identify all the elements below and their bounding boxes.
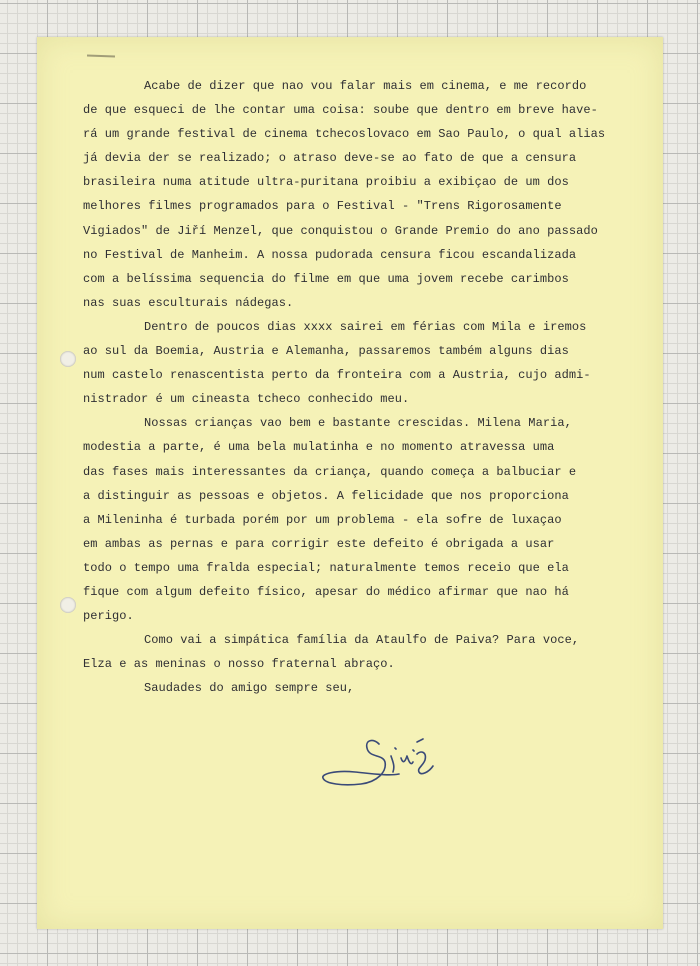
- text-line: com a belíssima sequencia do filme em que uma jovem recebe carimbos: [83, 271, 569, 286]
- text-line: perigo.: [83, 609, 134, 624]
- pencil-mark: [87, 55, 115, 58]
- text-line: Elza e as meninas o nosso fraternal abraço.: [83, 657, 395, 672]
- text-line: Como vai a simpática família da Ataulfo de Paiva? Para voce,: [144, 633, 580, 648]
- letter-sheet: [37, 37, 663, 929]
- text-line: fique com algum defeito físico, apesar do médico afirmar que nao há: [83, 584, 569, 599]
- text-line: rá um grande festival de cinema tchecoslovaco em Sao Paulo, o qual alias: [83, 127, 606, 142]
- letter-body: [83, 74, 658, 700]
- handwritten-signature: [321, 732, 461, 792]
- punch-hole: [60, 351, 76, 367]
- text-line: no Festival de Manheim. A nossa pudorada censura ficou escandalizada: [83, 247, 577, 262]
- text-line: já devia der se realizado; o atraso deve-se ao fato de que a censura: [83, 151, 577, 166]
- text-line: Nossas crianças vao bem e bastante crescidas. Milena Maria,: [144, 416, 572, 431]
- text-line: Dentro de poucos dias xxxx sairei em férias com Mila e iremos: [144, 319, 587, 334]
- text-line: todo o tempo uma fralda especial; naturalmente temos receio que ela: [83, 560, 569, 575]
- text-line: a Mileninha é turbada porém por um problema - ela sofre de luxaçao: [83, 512, 562, 527]
- text-line: Vigiados" de Jiří Menzel, que conquistou o Grande Premio do ano passado: [83, 223, 598, 238]
- text-line: melhores filmes programados para o Festival - "Trens Rigorosamente: [83, 199, 562, 214]
- text-line: em ambas as pernas e para corrigir este defeito é obrigada a usar: [83, 536, 555, 551]
- text-line: das fases mais interessantes da criança, quando começa a balbuciar e: [83, 464, 577, 479]
- text-line: brasileira numa atitude ultra-puritana proibiu a exibiçao de um dos: [83, 175, 569, 190]
- text-line: Acabe de dizer que nao vou falar mais em cinema, e me recordo: [144, 79, 587, 93]
- punch-hole: [60, 597, 76, 613]
- text-line: nas suas esculturais nádegas.: [83, 295, 294, 310]
- closing-line: Saudades do amigo sempre seu,: [144, 681, 355, 696]
- text-line: nistrador é um cineasta tcheco conhecido meu.: [83, 392, 410, 407]
- text-line: a distinguir as pessoas e objetos. A felicidade que nos proporciona: [83, 488, 569, 503]
- text-line: num castelo renascentista perto da fronteira com a Austria, cujo admi-: [83, 368, 591, 383]
- text-line: ao sul da Boemia, Austria e Alemanha, passaremos também alguns dias: [83, 344, 569, 359]
- text-line: de que esqueci de lhe contar uma coisa: soube que dentro em breve have-: [83, 103, 598, 118]
- text-line: modestia a parte, é uma bela mulatinha e no momento atravessa uma: [83, 440, 555, 455]
